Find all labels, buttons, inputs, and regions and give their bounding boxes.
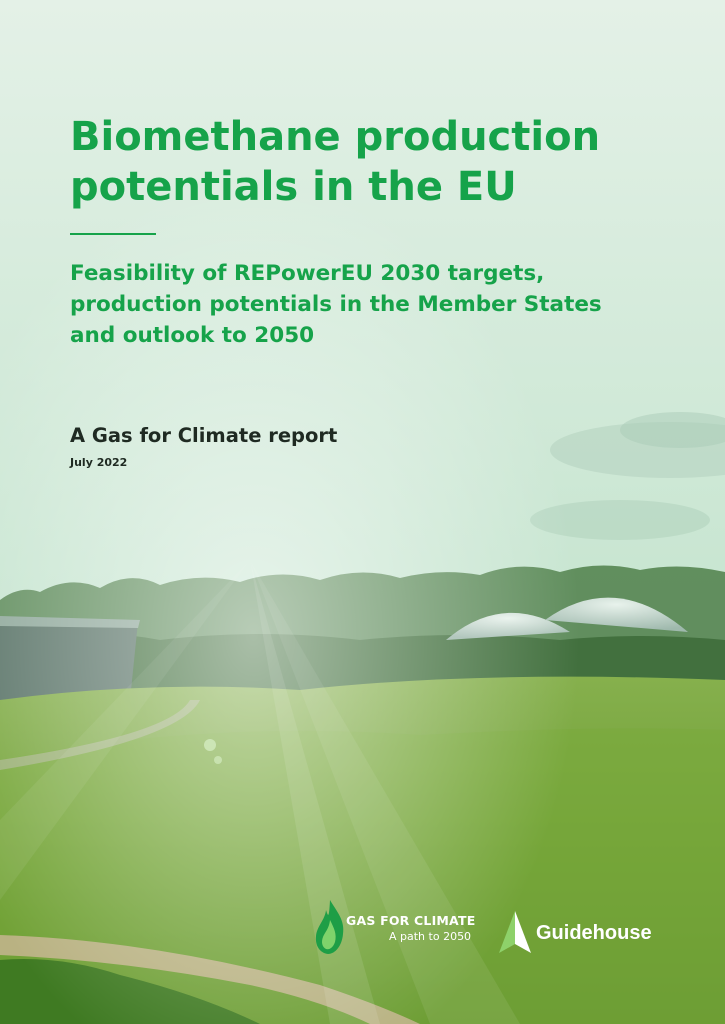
title-divider bbox=[70, 233, 156, 235]
report-title: Biomethane production potentials in the EU bbox=[70, 114, 601, 210]
gas-for-climate-logo bbox=[313, 898, 493, 958]
gas-for-climate-name: GAS FOR CLIMATE bbox=[346, 913, 476, 928]
guidehouse-name: Guidehouse bbox=[536, 922, 652, 944]
guidehouse-mark-icon bbox=[498, 910, 532, 954]
gas-for-climate-tagline: A path to 2050 bbox=[389, 930, 472, 943]
report-label: A Gas for Climate report bbox=[70, 424, 338, 447]
guidehouse-logo bbox=[498, 910, 688, 956]
report-subtitle: Feasibility of REPowerEU 2030 targets, production potentials in the Member States and outlook to 2050 bbox=[70, 261, 602, 348]
flame-icon bbox=[313, 898, 347, 956]
report-date: July 2022 bbox=[70, 456, 128, 469]
